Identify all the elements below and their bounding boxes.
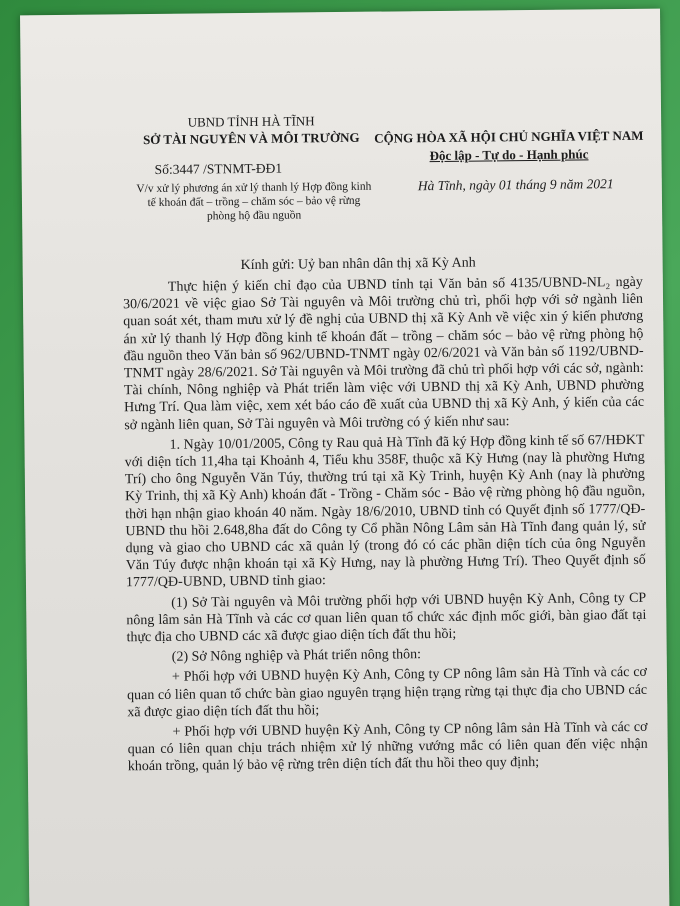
paragraph-bullet-2: + Phối hợp với UBND huyện Kỳ Anh, Công ty CP nông lâm sản Hà Tĩnh và các cơ quan có liên quan chịu trách nhiệm xử lý những vướng mắc có liên quan đến việc nhận khoán trồng, quản lý bảo vệ rừng trên diện tích đất thu hồi theo quy định; [127, 719, 648, 775]
document-page [20, 9, 669, 906]
national-header [366, 127, 651, 166]
paragraph-bullet-1: + Phối hợp với UBND huyện Kỳ Anh, Công ty CP nông lâm sản Hà Tĩnh và các cơ quan có liên quan tổ chức bàn giao nguyên trạng hiện trạng rừng tại thực địa cho UBND các xã được giao diện tích đất thu hồi; [127, 665, 648, 721]
motto: Độc lập - Tự do - Hạnh phúc [429, 146, 589, 164]
document-date: Hà Tĩnh, ngày 01 tháng 9 năm 2021 [417, 176, 614, 194]
document-body [123, 274, 648, 779]
recipient-line: Kính gửi: Uỷ ban nhân dân thị xã Kỳ Anh [240, 255, 476, 274]
issuer-block [136, 112, 366, 148]
paragraph-item-1-2: (2) Sở Nông nghiệp và Phát triển nông thôn: [171, 647, 422, 666]
paragraph-intro: Thực hiện ý kiến chỉ đạo của UBND tỉnh tại Văn bản số 4135/UBND-NL₂ ngày 30/6/2021 về việc giao Sở Tài nguyên và Môi trường chủ trì, phối hợp với sở ngành liên quan soát xét, tham mưu xử lý đề nghị của UBND thị xã Kỳ Anh về việc xin ý kiến phương án xử lý thanh lý Hợp đồng kinh tế khoán đất – trồng – chăm sóc – bảo vệ rừng phòng hộ đầu nguồn theo Văn bản số 962/UBND-TNMT ngày 02/6/2021 và Văn bản số 1192/UBND-TNMT ngày 28/6/2021. Sở Tài nguyên và Môi trường đã chủ trì phối hợp với các sở, ngành: Tài chính, Nông nghiệp và Phát triển làm việc với UBND thị xã Kỳ Anh, UBND phường Hưng Trí. Qua làm việc, xem xét báo cáo đề xuất của UBND thị xã Kỳ Anh, ý kiến của các sở ngành liên quan, Sở Tài nguyên và Môi trường có ý kiến như sau: [122, 274, 645, 433]
paragraph-item-1: 1. Ngày 10/01/2005, Công ty Rau quả Hà Tĩnh đã ký Hợp đồng kinh tế số 67/HĐKT với diện tích 11,4ha tại Khoảnh 4, Tiểu khu 358F, thuộc xã Kỳ Hưng (nay là phường Hưng Trí) cho ông Nguyễn Văn Túy, thường trú tại xã Kỳ Trinh, huyện Kỳ Anh (nay là phường Kỳ Trinh, thị xã Kỳ Anh) khoán đất - Trồng - Chăm sóc - Bảo vệ rừng phòng hộ đầu nguồn, thời hạn nhận giao khoán 40 năm. Ngày 18/6/2010, UBND tỉnh có Quyết định số 1777/QĐ-UBND thu hồi 2.648,8ha đất do Công ty Cổ phần Nông Lâm sản Hà Tĩnh đang quản lý, sử dụng và giao cho UBND các xã quản lý (trong đó có các phần diện tích của ông Nguyễn Văn Túy được nhận khoán tại xã Kỳ Hưng, nay là phường Hưng Trí). Theo Quyết định số 1777/QĐ-UBND, UBND tỉnh giao: [124, 432, 646, 591]
paragraph-item-1-1: (1) Sở Tài nguyên và Môi trường phối hợp với UBND huyện Kỳ Anh, Công ty CP nông lâm sản Hà Tĩnh và các cơ quan liên quan tổ chức xác định mốc giới, bàn giao đất tại thực địa cho UBND các xã được giao diện tích đất thu hồi; [126, 590, 647, 646]
document-subject: V/v xử lý phương án xử lý thanh lý Hợp đồng kinh tế khoán đất – trồng – chăm sóc – bảo vệ rừng phòng hộ đầu nguồn [136, 180, 372, 223]
issuer-parent: UBND TỈNH HÀ TĨNH [187, 113, 315, 130]
document-number: Số:3447 /STNMT-ĐĐ1 [154, 160, 283, 177]
issuer-name: SỞ TÀI NGUYÊN VÀ MÔI TRƯỜNG [142, 129, 360, 148]
nation-title: CỘNG HÒA XÃ HỘI CHỦ NGHĨA VIỆT NAM [374, 127, 644, 146]
